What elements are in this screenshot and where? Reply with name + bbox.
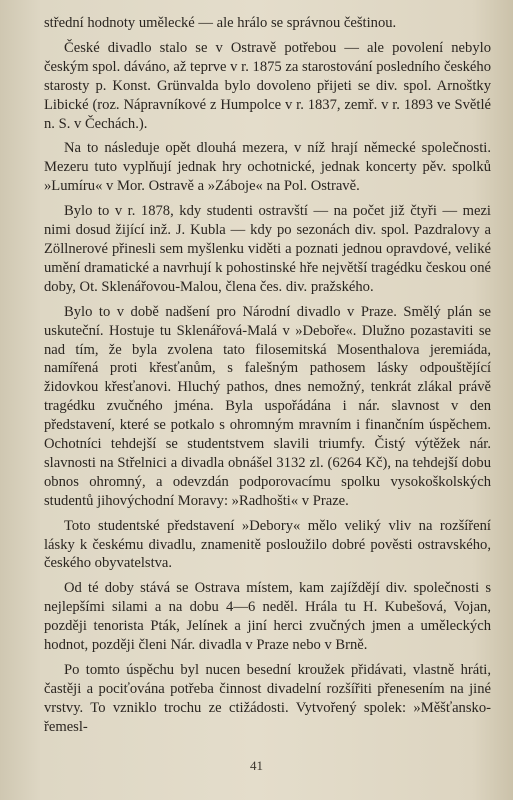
paragraph-ostrava-theatre: České divadlo stalo se v Ostravě potřebou — ale povolení nebylo českým spol. dáváno, až teprve v r. 1875 za starostování posledního českého starosty p. Konst. Grünvalda bylo dovoleno přijeti se div. spol. Arnoštky Libické (roz. Nápravníkové z Humpolce v r. 1837, zemř. v r. 1893 ve Světlé n. S. v Čechách.). bbox=[44, 39, 491, 132]
paragraph-students-1878: Bylo to v r. 1878, kdy studenti ostravští — na počet již čtyři — mezi nimi dosud žijící inž. J. Kubla — kdy po sezonách div. spol. Pazdralovy a Zöllnerové přinesli sem myšlenku viděti a poznati jednou opravdové, veliké umění dramatické a navrhují k pohostinské hře největší tragédku českou oné doby, Ot. Sklenářovou-Malou, člena čes. div. pražského. bbox=[44, 203, 491, 295]
paragraph-continued: střední hodnoty umělecké — ale hrálo se správnou češtinou. bbox=[44, 15, 397, 31]
paragraph-besedni-krouzek: Po tomto úspěchu byl nucen besední kroužek přidávati, vlastně hráti, častěji a pociťována potřeba činnost divadelní rozšířiti přenesením na jiné vrstvy. To vzniklo trochu ze ctižádosti. Vytvořený spolek: »Měšťansko-řemesl- bbox=[44, 662, 491, 735]
page-number: 41 bbox=[250, 758, 263, 773]
paragraph-touring-companies: Od té doby stává se Ostrava místem, kam zajíždějí div. společnosti s nejlepšími silami a na dobu 4—6 neděl. Hrála tu H. Kubešová, Vojan, později tenorista Pták, Jelínek a jiní herci zvučných jmen a uměleckých hodnot, později členi Nár. divadla v Praze nebo v Brně. bbox=[44, 580, 491, 654]
paragraph-debora: Bylo to v době nadšení pro Národní divadlo v Praze. Smělý plán se uskuteční. Hostuje tu Sklenářová-Malá v »Deboře«. Dlužno pozastaviti se nad tím, že byla zvolena tato filosemitská Mosenthalova jeremiáda, namířená proti křesťanům, s falešným pathosem lásky odpouštějící židovkou křesťanovi. Hluchý pathos, dnes nemožný, tenkrát zlákal právě tragédku zvučného jména. Byla uspořádána i nár. slavnost v den představení, které se potkalo s ohromným mravním i finančním úspěchem. Ochotníci tehdejší se studentstvem slavili triumfy. Čistý výtěžek nár. slavnosti na Střelnici a divadla obnášel 3132 zl. (6264 Kč), na tehdejší dobu obnos ohromný, a odevzdán podporovacímu spolku vysokoškolských studentů jihovýchodní Moravy: »Radhošti« v Praze. bbox=[44, 303, 491, 509]
paragraph-german-companies: Na to následuje opět dlouhá mezera, v níž hrají německé společnosti. Mezeru tuto vyplňují jednak hry ochotnické, jednak koncerty pěv. spolků »Lumíru« v Mor. Ostravě a »Záboje« na Pol. Ostravě. bbox=[44, 140, 491, 195]
paragraph-influence: Toto studentské představení »Debory« mělo veliký vliv na rozšíření lásky k českému divadlu, znamenitě posloužilo dobré pověsti ostravského, českého obyvatelstva. bbox=[44, 517, 491, 572]
